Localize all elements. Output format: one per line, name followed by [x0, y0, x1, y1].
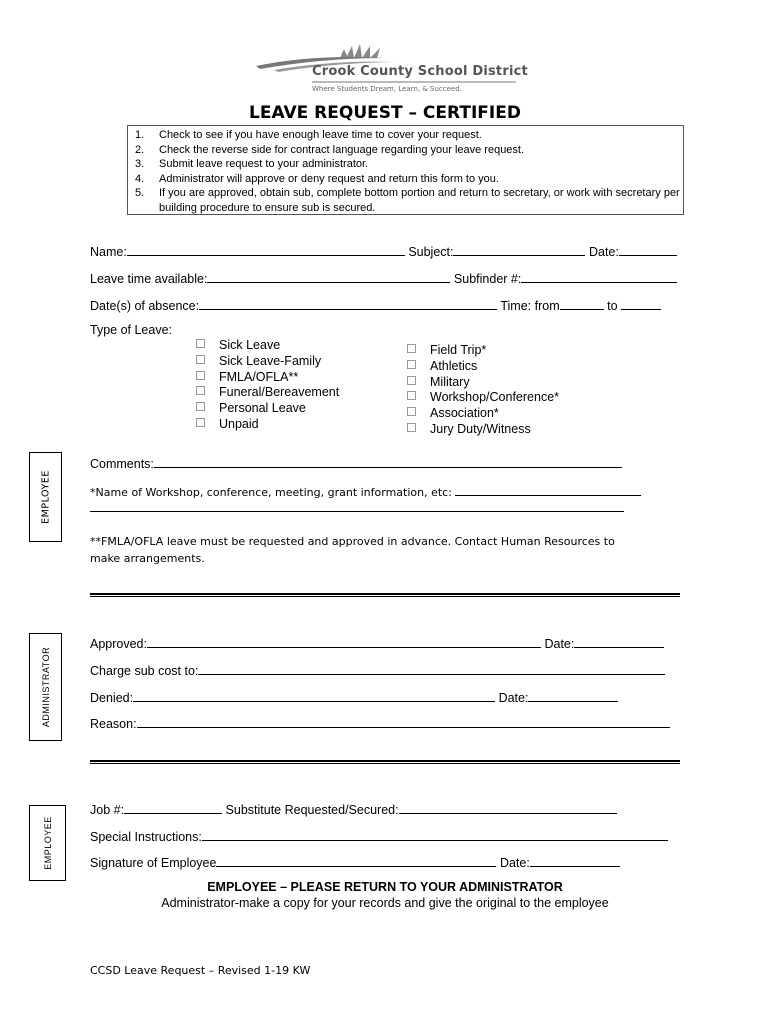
time-from-field[interactable] [560, 297, 604, 310]
job-label: Job #: [90, 803, 125, 817]
name-row [90, 243, 677, 259]
checkbox-icon[interactable] [407, 407, 416, 416]
checkbox-icon[interactable] [407, 376, 416, 385]
signature-label: Signature of Employee [90, 856, 217, 870]
instructions-list [135, 128, 680, 215]
signature-row [90, 854, 620, 870]
comments-row [90, 455, 622, 471]
denied-field[interactable] [133, 689, 495, 702]
approved-date-field[interactable] [574, 635, 664, 648]
leave-type-option[interactable]: Sick Leave [196, 338, 339, 354]
dates-absence-label: Date(s) of absence: [90, 299, 200, 313]
type-of-leave-label: Type of Leave: [90, 323, 173, 337]
name-label: Name: [90, 245, 127, 259]
charge-label: Charge sub cost to: [90, 664, 199, 678]
charge-row [90, 662, 665, 678]
subfinder-field[interactable] [521, 270, 677, 283]
district-tagline: Where Students Dream, Learn, & Succeed. [312, 85, 462, 93]
special-row [90, 828, 668, 844]
leave-type-option[interactable]: Association* [407, 406, 559, 422]
time-from-label: Time: from [500, 299, 560, 313]
denied-row [90, 689, 618, 705]
instruction-item: 2. Check the reverse side for contract language regarding your leave request. [135, 143, 525, 156]
workshop-extra-line[interactable] [90, 511, 624, 512]
checkbox-icon[interactable] [196, 402, 205, 411]
instruction-item: 5. If you are approved, obtain sub, complete bottom portion and return to secretary, or work with secretary per building procedure to ensure sub is secured. [135, 187, 680, 214]
checkbox-icon[interactable] [196, 418, 205, 427]
section-divider [90, 593, 680, 597]
denied-date-label: Date: [498, 691, 529, 705]
leave-type-option[interactable]: Sick Leave-Family [196, 354, 339, 370]
signature-date-field[interactable] [530, 854, 620, 867]
subject-field[interactable] [453, 243, 585, 256]
substitute-label: Substitute Requested/Secured: [225, 803, 399, 817]
checkbox-icon[interactable] [407, 391, 416, 400]
name-field[interactable] [127, 243, 405, 256]
revision-footer: CCSD Leave Request – Revised 1-19 KW [90, 964, 311, 977]
workshop-row [90, 483, 641, 499]
sunburst-icon [340, 44, 380, 58]
signature-date-label: Date: [499, 856, 530, 870]
return-notice: EMPLOYEE – PLEASE RETURN TO YOUR ADMINISTRATOR [207, 880, 563, 894]
checkbox-icon[interactable] [196, 339, 205, 348]
denied-date-field[interactable] [528, 689, 618, 702]
leave-time-field[interactable] [207, 270, 450, 283]
approved-label: Approved: [90, 637, 147, 651]
checkbox-icon[interactable] [196, 386, 205, 395]
copy-notice: Administrator-make a copy for your records and give the original to the employee [161, 896, 609, 910]
leave-type-option[interactable]: Workshop/Conference* [407, 390, 559, 406]
job-row [90, 801, 617, 817]
date-field[interactable] [619, 243, 677, 256]
substitute-field[interactable] [399, 801, 617, 814]
leave-type-option[interactable]: Field Trip* [407, 343, 559, 359]
comments-label: Comments: [90, 457, 154, 471]
time-to-field[interactable] [621, 297, 661, 310]
special-label: Special Instructions: [90, 830, 202, 844]
date-label: Date: [588, 245, 619, 259]
instruction-item: 1. Check to see if you have enough leave time to cover your request. [135, 129, 482, 141]
leave-types-right [407, 343, 559, 438]
employee-side-label: EMPLOYEE [29, 452, 62, 542]
dates-absence-field[interactable] [199, 297, 497, 310]
to-label: to [607, 299, 618, 313]
charge-field[interactable] [198, 662, 665, 675]
sub-employee-side-label: EMPLOYEE [29, 805, 66, 881]
leave-type-option[interactable]: FMLA/OFLA** [196, 370, 339, 386]
approved-date-label: Date: [544, 637, 575, 651]
approved-row [90, 635, 664, 651]
reason-row [90, 715, 670, 731]
leave-type-option[interactable]: Athletics [407, 359, 559, 375]
signature-field[interactable] [216, 854, 496, 867]
instruction-item: 4. Administrator will approve or deny request and return this form to you. [135, 172, 499, 185]
leave-time-row [90, 270, 677, 286]
checkbox-icon[interactable] [196, 371, 205, 380]
checkbox-icon[interactable] [407, 423, 416, 432]
reason-label: Reason: [90, 717, 137, 731]
leave-type-option[interactable]: Military [407, 375, 559, 391]
form-title: LEAVE REQUEST – CERTIFIED [249, 103, 521, 123]
special-field[interactable] [202, 828, 668, 841]
leave-type-option[interactable]: Jury Duty/Witness [407, 422, 559, 438]
checkbox-icon[interactable] [407, 360, 416, 369]
job-field[interactable] [124, 801, 222, 814]
leave-time-label: Leave time available: [90, 272, 208, 286]
administrator-side-label: ADMINISTRATOR [29, 633, 62, 741]
checkbox-icon[interactable] [196, 355, 205, 364]
leave-type-option[interactable]: Funeral/Bereavement [196, 385, 339, 401]
approved-field[interactable] [147, 635, 541, 648]
leave-types-left [196, 338, 339, 433]
subfinder-label: Subfinder #: [453, 272, 522, 286]
instruction-item: 3. Submit leave request to your administrator. [135, 158, 369, 170]
leave-type-option[interactable]: Unpaid [196, 417, 339, 433]
denied-label: Denied: [90, 691, 134, 705]
section-divider [90, 760, 680, 764]
comments-field[interactable] [154, 455, 622, 468]
checkbox-icon[interactable] [407, 344, 416, 353]
subject-label: Subject: [408, 245, 454, 259]
workshop-note: *Name of Workshop, conference, meeting, grant information, etc: [90, 486, 452, 499]
reason-field[interactable] [137, 715, 670, 728]
absence-row [90, 297, 661, 313]
workshop-field[interactable] [455, 483, 641, 496]
leave-type-option[interactable]: Personal Leave [196, 401, 339, 417]
fmla-note: **FMLA/OFLA leave must be requested and approved in advance. Contact Human Resources to make arrangements. [90, 535, 615, 565]
district-name: Crook County School District [312, 64, 528, 79]
